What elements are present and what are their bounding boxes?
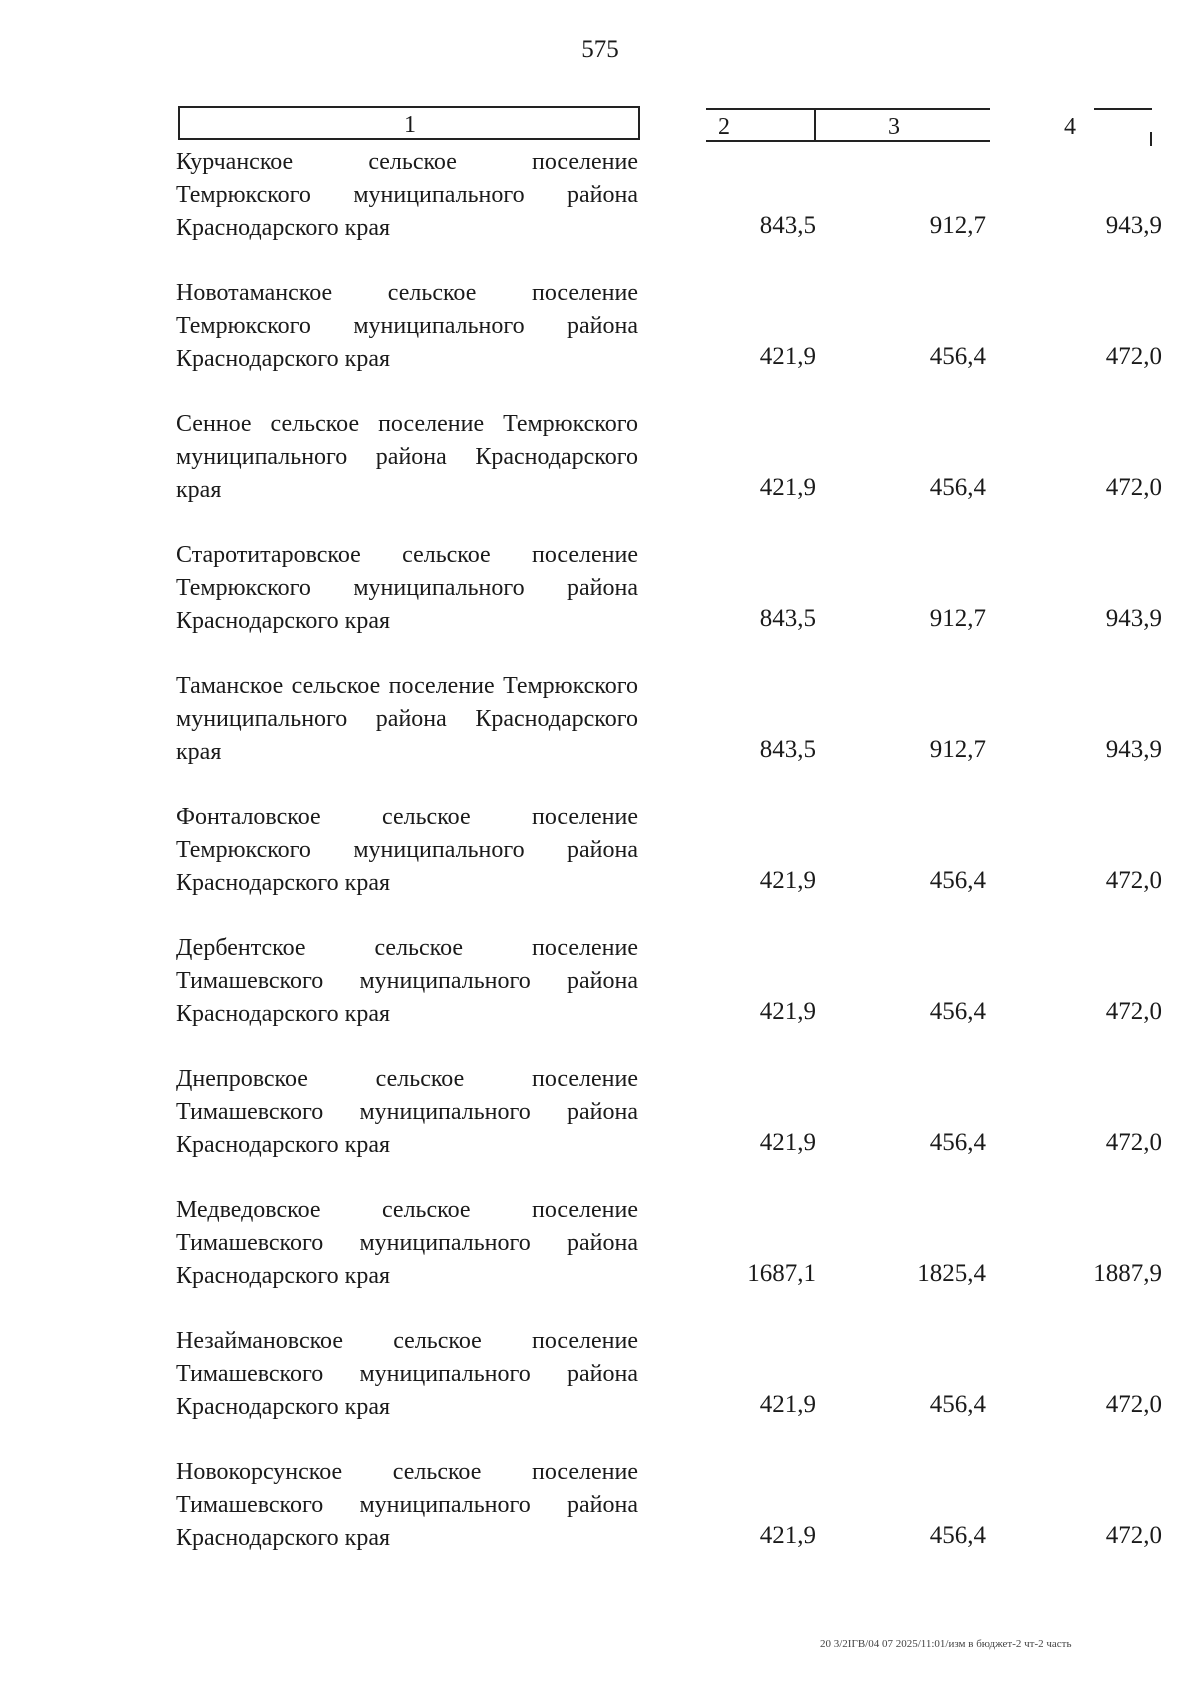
header-col-1	[178, 106, 640, 140]
settlement-name: Днепровское сельское поселение Тимашевского муниципального района Краснодарского края	[176, 1066, 638, 1158]
table-row	[0, 144, 1200, 275]
value-col-2: 421,9	[759, 867, 816, 894]
table-row	[0, 406, 1200, 537]
value-col-2: 1687,1	[747, 1260, 816, 1287]
value-col-3: 456,4	[929, 867, 986, 894]
header-col-2-label: 2	[718, 114, 730, 140]
table-row	[0, 930, 1200, 1061]
table-row	[0, 537, 1200, 668]
table-row	[0, 1192, 1200, 1323]
header-col-4-rule	[1094, 108, 1152, 110]
value-col-4: 943,9	[1105, 605, 1162, 632]
settlement-name: Таманское сельское поселение Темрюкского муниципального района Краснодарского края	[176, 673, 638, 765]
value-col-4: 472,0	[1105, 1129, 1162, 1156]
table-row	[0, 799, 1200, 930]
value-col-2: 843,5	[759, 605, 816, 632]
settlement-name: Старотитаровское сельское поселение Темрюкского муниципального района Краснодарского края	[176, 542, 638, 634]
value-col-2: 843,5	[759, 736, 816, 763]
table-body	[0, 144, 1200, 1585]
table-row	[0, 1061, 1200, 1192]
value-col-3: 456,4	[929, 998, 986, 1025]
header-col-3-label: 3	[888, 114, 900, 140]
header-col-2-3	[706, 108, 990, 142]
header-col-1-label: 1	[404, 112, 416, 138]
settlement-name: Сенное сельское поселение Темрюкского муниципального района Краснодарского края	[176, 411, 638, 503]
value-col-2: 421,9	[759, 1129, 816, 1156]
value-col-3: 456,4	[929, 1391, 986, 1418]
value-col-3: 456,4	[929, 474, 986, 501]
value-col-2: 421,9	[759, 1391, 816, 1418]
value-col-3: 456,4	[929, 1129, 986, 1156]
value-col-3: 912,7	[929, 736, 986, 763]
footer-file-reference: 20 3/2IГВ/04 07 2025/11:01/изм в бюджет-2 чт-2 часть	[820, 1638, 1072, 1650]
value-col-4: 472,0	[1105, 343, 1162, 370]
value-col-3: 1825,4	[917, 1260, 986, 1287]
value-col-4: 472,0	[1105, 1522, 1162, 1549]
settlement-name: Незаймановское сельское поселение Тимашевского муниципального района Краснодарского края	[176, 1328, 638, 1420]
value-col-4: 943,9	[1105, 212, 1162, 239]
settlement-name: Медведовское сельское поселение Тимашевского муниципального района Краснодарского края	[176, 1197, 638, 1289]
header-col-4	[1044, 108, 1162, 142]
settlement-name: Новотаманское сельское поселение Темрюкского муниципального района Краснодарского края	[176, 280, 638, 372]
value-col-2: 421,9	[759, 343, 816, 370]
table-row	[0, 1454, 1200, 1585]
settlement-name: Новокорсунское сельское поселение Тимашевского муниципального района Краснодарского края	[176, 1459, 638, 1551]
value-col-2: 421,9	[759, 474, 816, 501]
value-col-3: 456,4	[929, 1522, 986, 1549]
value-col-3: 912,7	[929, 605, 986, 632]
settlement-name: Дербентское сельское поселение Тимашевского муниципального района Краснодарского края	[176, 935, 638, 1027]
value-col-3: 912,7	[929, 212, 986, 239]
table-row	[0, 1323, 1200, 1454]
settlement-name: Фонталовское сельское поселение Темрюкского муниципального района Краснодарского края	[176, 804, 638, 896]
value-col-4: 472,0	[1105, 474, 1162, 501]
value-col-2: 843,5	[759, 212, 816, 239]
page-number: 575	[581, 36, 619, 63]
value-col-4: 472,0	[1105, 998, 1162, 1025]
value-col-3: 456,4	[929, 343, 986, 370]
value-col-4: 1887,9	[1093, 1260, 1162, 1287]
table-row	[0, 275, 1200, 406]
table-row	[0, 668, 1200, 799]
value-col-2: 421,9	[759, 998, 816, 1025]
value-col-2: 421,9	[759, 1522, 816, 1549]
value-col-4: 472,0	[1105, 1391, 1162, 1418]
header-divider	[814, 110, 816, 140]
header-col-4-label: 4	[1064, 114, 1076, 140]
settlement-name: Курчанское сельское поселение Темрюкского муниципального района Краснодарского края	[176, 149, 638, 241]
value-col-4: 472,0	[1105, 867, 1162, 894]
value-col-4: 943,9	[1105, 736, 1162, 763]
